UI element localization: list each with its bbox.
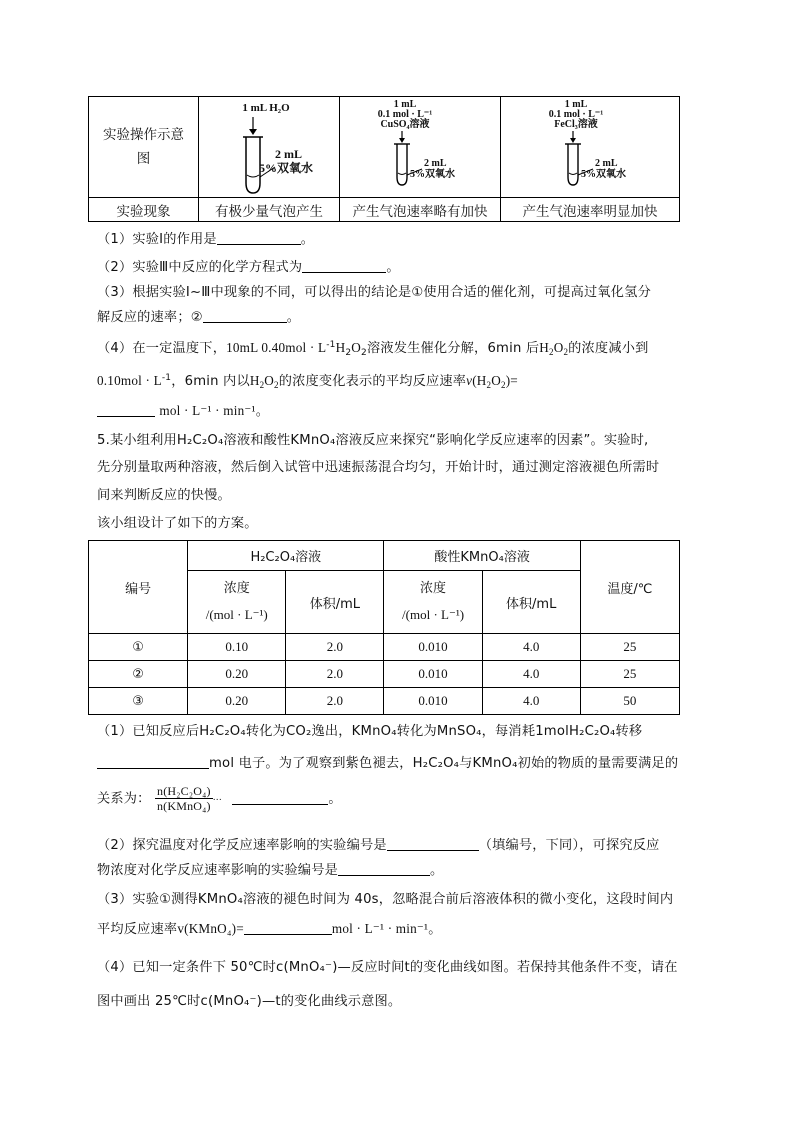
q4-part2-text: （2）实验Ⅲ中反应的化学方程式为 xyxy=(97,260,303,275)
phenomenon-3: 产生气泡速率明显加快 xyxy=(501,198,680,222)
diagram-cell-3 xyxy=(501,97,680,198)
diagram-cell-1 xyxy=(199,97,340,198)
h2o2-formula-h: H xyxy=(335,340,346,355)
test-tube-icon xyxy=(380,131,460,191)
q5-sub3-text: 平均反应速率 xyxy=(97,922,178,937)
diagram2-h2o2-label: 5%双氧水 xyxy=(410,169,455,180)
q5-sub2-text2: （填编号，下同），可探究反应 xyxy=(478,838,660,853)
diagram3-reagent: FeCl₃溶液 xyxy=(554,119,598,130)
answer-blank xyxy=(387,838,479,851)
header-vol-b: 体积/mL xyxy=(482,571,580,634)
q4-part3-line1: （3）根据实验Ⅰ~Ⅲ中现象的不同，可以得出的结论是①使用合适的催化剂，可提高过氧化氢分 xyxy=(97,285,651,300)
h2o2-formula-o: O xyxy=(351,340,362,355)
q4-part4-text: （4）在一定温度下， xyxy=(97,341,227,356)
q5-sub1-text: mol 电子。为了观察到紫色褪去，H₂C₂O₄与KMnO₄初始的物质的量需要满足的 xyxy=(209,756,679,771)
experiment-table xyxy=(88,96,680,222)
q4-part4-quantity: 10mL 0.40mol · L xyxy=(226,340,327,355)
q5-sub1-relation-label: 关系为： xyxy=(97,791,151,807)
test-tube-icon xyxy=(219,115,329,195)
cell: 0.20 xyxy=(188,688,286,715)
diagram2-volume: 1 mL xyxy=(393,99,417,110)
cell: ② xyxy=(89,661,188,688)
q4-part4-text5: 的浓度变化表示的平均反应速率 xyxy=(278,374,467,389)
scheme-table xyxy=(88,540,680,715)
header-kmno4: 酸性KMnO₄溶液 xyxy=(384,541,580,571)
q5-intro-line3: 间来判断反应的快慢。 xyxy=(97,488,231,503)
header-oxalic: H₂C₂O₄溶液 xyxy=(188,541,384,571)
table-row xyxy=(89,688,680,715)
mole-ratio-fraction xyxy=(155,784,213,813)
q5-sub2-line1 xyxy=(97,834,660,853)
diagram1-h2o2-label: 5%双氧水 xyxy=(259,161,314,175)
rate-expression: v(KMnO₄)= xyxy=(177,921,244,936)
q4-part3-text: 解反应的速率；② xyxy=(97,310,203,325)
phenomenon-1: 有极少量气泡产生 xyxy=(199,198,340,222)
q5-sub3-line1: （3）实验①测得KMnO₄溶液的褪色时间为 40s，忽略混合前后溶液体积的微小变化，这段时间内 xyxy=(97,892,674,907)
diagram1-h2o2-volume: 2 mL xyxy=(275,147,302,161)
conc-label: 浓度 xyxy=(420,581,447,596)
phenomenon-2: 产生气泡速率略有加快 xyxy=(340,198,501,222)
table-row xyxy=(89,634,680,661)
cell: 25 xyxy=(580,661,679,688)
q5-intro-line4: 该小组设计了如下的方案。 xyxy=(97,516,258,531)
cell: 2.0 xyxy=(286,634,384,661)
row-label-diagram xyxy=(89,97,199,198)
header-number: 编号 xyxy=(89,541,188,634)
q4-part4-line2: $0.10mol \cdot L^{-1}$，6min 内以$H_2O_2$的浓度变化表示的平均反应速率$v(H_2O_2)=$ xyxy=(97,373,518,390)
cell: 50 xyxy=(580,688,679,715)
header-conc-b xyxy=(384,571,482,634)
fraction-denominator: n(KMnO₄) xyxy=(156,799,211,813)
diagram2-conc: 0.1 mol · L⁻¹ xyxy=(377,109,433,120)
rate-unit: mol · L⁻¹ · min⁻¹。 xyxy=(331,921,442,936)
cell: 4.0 xyxy=(482,661,580,688)
q5-sub1-line3: 关系为： $\frac{\text{n(H₂C₂O₄)}}{\text{n(KMnO₄)}}$ ··· 。 xyxy=(97,784,342,813)
answer-blank xyxy=(203,310,287,323)
answer-blank xyxy=(97,404,155,417)
q5-intro-line1: 5.某小组利用H₂C₂O₄溶液和酸性KMnO₄溶液反应来探究“影响化学反应速率的因素”。实验时, xyxy=(97,433,649,448)
answer-blank xyxy=(338,863,430,876)
q4-part4-text4: ，6min 内以 xyxy=(171,374,250,389)
test-tube-icon xyxy=(551,131,631,191)
q5-sub2-text: （2）探究温度对化学反应速率影响的实验编号是 xyxy=(97,838,387,853)
fraction-dots: ··· xyxy=(212,795,222,806)
diagram3-h2o2-volume: 2 mL xyxy=(595,158,618,169)
cell: ③ xyxy=(89,688,188,715)
diagram2-reagent: CuSO₄溶液 xyxy=(380,119,430,130)
answer-blank xyxy=(217,232,301,245)
q5-sub4-line2: 图中画出 25℃时c(MnO₄⁻)—t的变化曲线示意图。 xyxy=(97,994,402,1009)
q4-part4-text3: 的浓度减小到 xyxy=(568,341,649,356)
cell: 2.0 xyxy=(286,688,384,715)
diagram2-h2o2-volume: 2 mL xyxy=(424,158,447,169)
q5-intro-line2: 先分别量取两种溶液，然后倒入试管中迅速振荡混合均匀，开始计时，通过测定溶液褪色所需时 xyxy=(97,460,660,475)
q4-part1: （1）实验Ⅰ的作用是 。 xyxy=(97,232,315,247)
diagram-cell-2 xyxy=(340,97,501,198)
answer-blank xyxy=(97,756,209,769)
q5-sub1-line1: （1）已知反应后H₂C₂O₄转化为CO₂逸出，KMnO₄转化为MnSO₄，每消耗1molH₂C₂O₄转移 xyxy=(97,724,643,739)
conc-label: 浓度 xyxy=(223,581,250,596)
cell: 0.010 xyxy=(384,661,482,688)
diagram3-conc: 0.1 mol · L⁻¹ xyxy=(548,109,604,120)
q5-sub2-line2: 物浓度对化学反应速率影响的实验编号是 。 xyxy=(97,863,444,878)
q4-part3-line2: 解反应的速率；② 。 xyxy=(97,310,301,325)
conc-unit: /(mol · L⁻¹) xyxy=(205,607,268,622)
q4-part4-unit: mol · L⁻¹ · min⁻¹。 xyxy=(159,403,270,418)
q4-part4-text2: 溶液发生催化分解，6min 后 xyxy=(366,341,540,356)
cell: 0.20 xyxy=(188,661,286,688)
cell: ① xyxy=(89,634,188,661)
header-conc-a xyxy=(188,571,286,634)
row-label-phenomenon: 实验现象 xyxy=(89,198,199,222)
q4-part4-line1: （4）在一定温度下，10mL $0.40mol \cdot L^{-1}H_2O_2$溶液发生催化分解，6min 后$H_2O_2$的浓度减小到 xyxy=(97,340,649,358)
diagram3-h2o2-label: 5%双氧水 xyxy=(581,169,626,180)
fraction-numerator: n(H₂C₂O₄) xyxy=(155,784,213,799)
cell: 0.10 xyxy=(188,634,286,661)
q4-part2: （2）实验Ⅲ中反应的化学方程式为 。 xyxy=(97,260,400,275)
q4-part4-quantity2: 0.10mol · L xyxy=(97,373,162,388)
q4-part1-text: （1）实验Ⅰ的作用是 xyxy=(97,232,217,247)
answer-blank xyxy=(244,922,332,935)
conc-unit: /(mol · L⁻¹) xyxy=(402,607,465,622)
answer-blank xyxy=(302,260,386,273)
q4-part4-line3 xyxy=(97,400,269,419)
answer-blank xyxy=(232,792,328,805)
cell: 0.010 xyxy=(384,688,482,715)
diagram1-reagent: 1 mL H₂O xyxy=(242,102,290,114)
header-vol-a: 体积/mL xyxy=(286,571,384,634)
cell: 4.0 xyxy=(482,634,580,661)
q5-sub4-line1: （4）已知一定条件下 50℃时c(MnO₄⁻)—反应时间t的变化曲线如图。若保持其他条件不变，请在 xyxy=(97,960,678,975)
diagram-row-label: 实验操作示意图 xyxy=(103,127,184,167)
q5-sub1-line2 xyxy=(97,752,678,771)
cell: 4.0 xyxy=(482,688,580,715)
cell: 2.0 xyxy=(286,661,384,688)
q5-sub2-text3: 物浓度对化学反应速率影响的实验编号是 xyxy=(97,863,338,878)
table-row xyxy=(89,661,680,688)
header-temperature: 温度/℃ xyxy=(580,541,679,634)
cell: 0.010 xyxy=(384,634,482,661)
diagram3-volume: 1 mL xyxy=(564,99,588,110)
cell: 25 xyxy=(580,634,679,661)
q5-sub3-line2 xyxy=(97,918,442,937)
